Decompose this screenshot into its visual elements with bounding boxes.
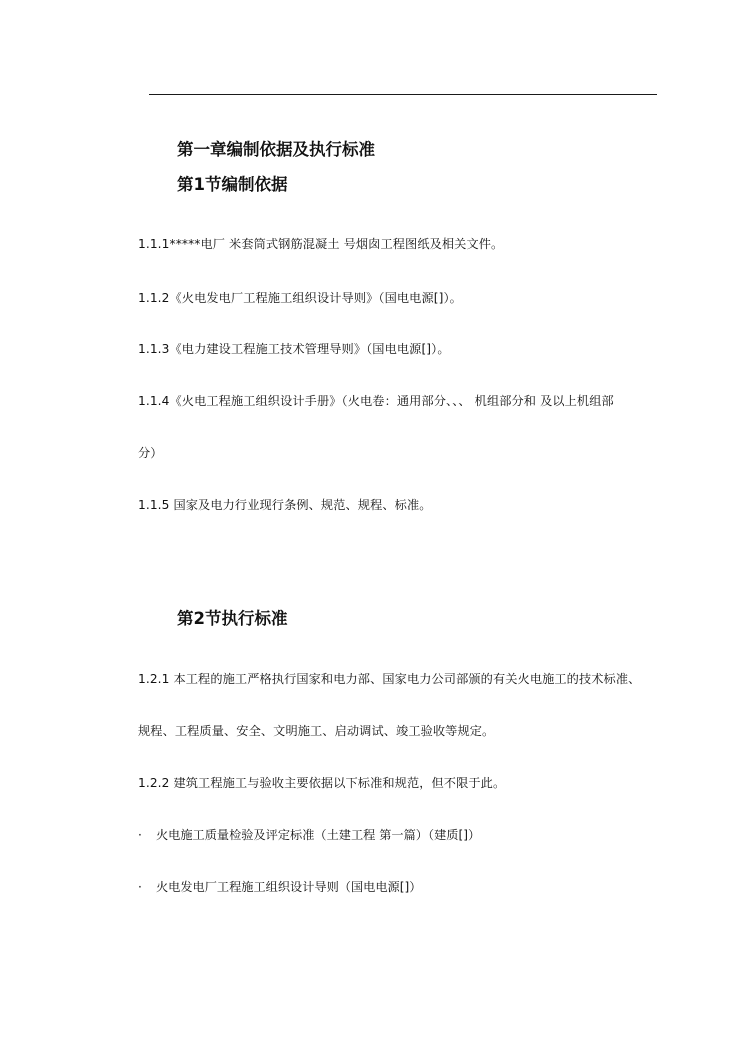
bullet-symbol: ·: [138, 828, 142, 842]
bullet-text: 火电施工质量检验及评定标准（土建工程 第一篇）（建质[]）: [156, 828, 481, 842]
paragraph-1-1-4: 1.1.4《火电工程施工组织设计手册》（火电卷：通用部分、、、 机组部分和 及以上机组部: [138, 394, 614, 408]
paragraph-1-2-1: 1.2.1 本工程的施工严格执行国家和电力部、国家电力公司部颁的有关火电施工的技术标准、: [138, 672, 641, 686]
paragraph-1-2-2: 1.2.2 建筑工程施工与验收主要依据以下标准和规范，但不限于此。: [138, 776, 506, 790]
bullet-item: [138, 879, 421, 895]
header-rule: [149, 94, 657, 95]
section-2-title: 第2节执行标准: [177, 609, 288, 628]
bullet-symbol: ·: [138, 880, 142, 894]
paragraph-1-1-4-continued: 分）: [138, 446, 163, 460]
paragraph-1-2-1-continued: 规程、工程质量、安全、文明施工、启动调试、竣工验收等规定。: [138, 724, 495, 738]
paragraph-1-1-3: 1.1.3《电力建设工程施工技术管理导则》（国电电源[]）。: [138, 342, 450, 356]
bullet-item: [138, 827, 480, 843]
paragraph-1-1-5: 1.1.5 国家及电力行业现行条例、规范、规程、标准。: [138, 498, 432, 512]
paragraph-1-1-1: 1.1.1*****电厂 米套筒式钢筋混凝土 号烟囱工程图纸及相关文件。: [138, 237, 504, 251]
paragraph-1-1-2: 1.1.2《火电发电厂工程施工组织设计导则》（国电电源[]）。: [138, 291, 462, 305]
section-1-title: 第1节编制依据: [177, 175, 288, 194]
bullet-text: 火电发电厂工程施工组织设计导则（国电电源[]）: [156, 880, 422, 894]
chapter-title: 第一章编制依据及执行标准: [177, 140, 375, 159]
